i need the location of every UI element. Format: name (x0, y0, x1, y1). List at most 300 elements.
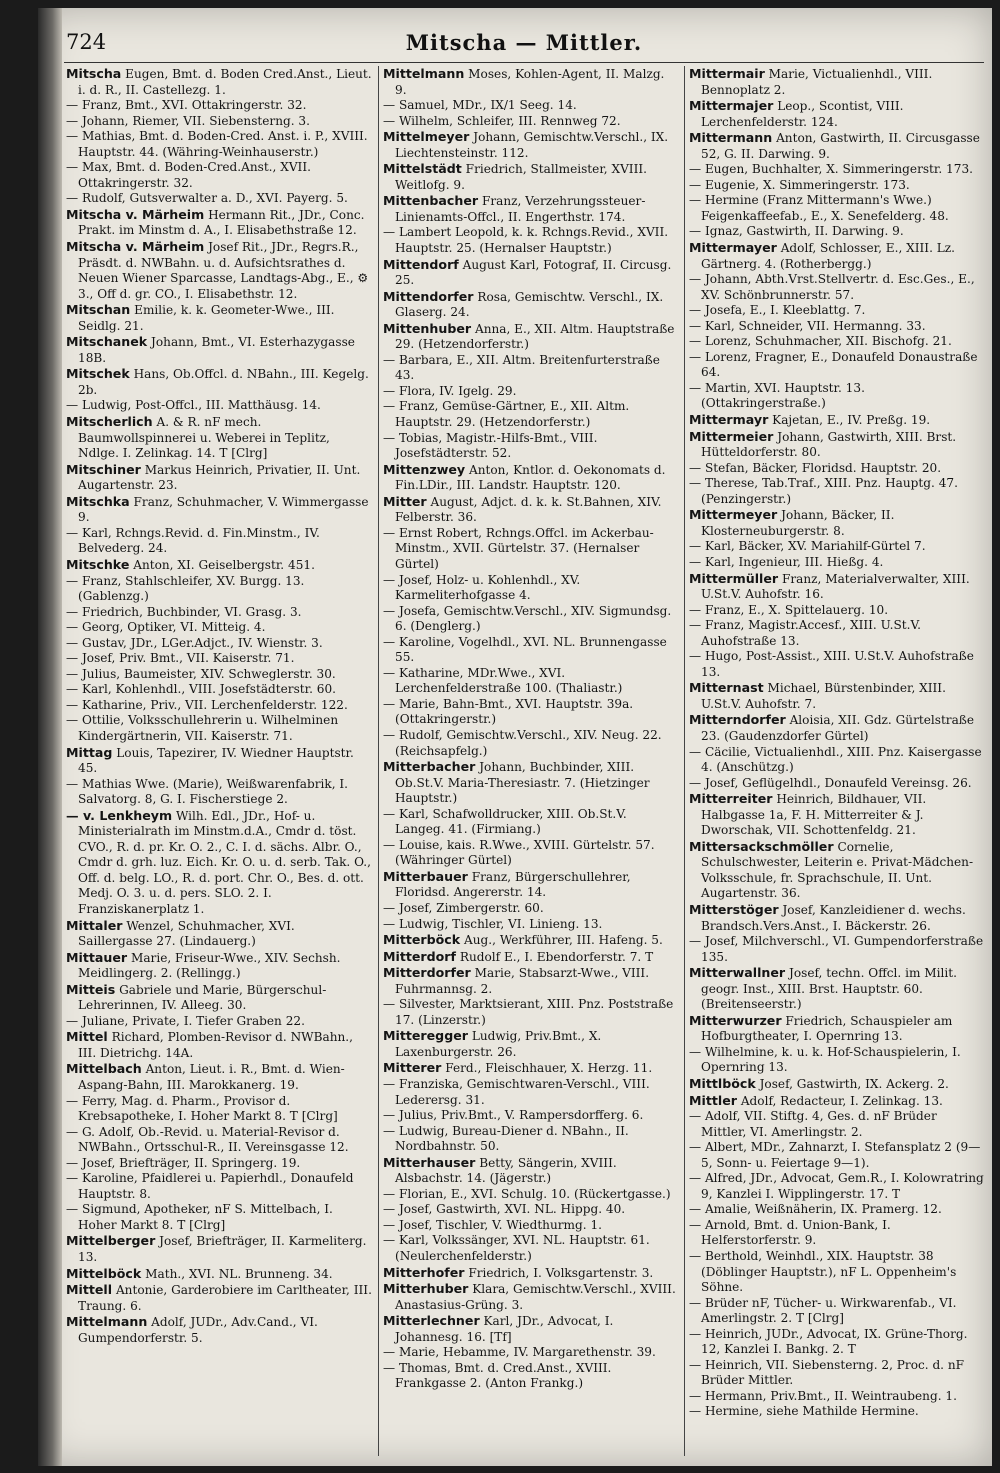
entry-details: — Marie, Bahn-Bmt., XVI. Hauptstr. 39a. (Ottakringerstr.) (383, 696, 634, 727)
entry-surname: Mittendorfer (383, 288, 474, 304)
entry-details: — Josef, Milchverschl., VI. Gumpendorferstraße 135. (689, 934, 984, 964)
directory-entry (689, 1389, 984, 1405)
entry-details: — Karl, Bäcker, XV. Mariahilf-Gürtel 7. (689, 539, 926, 554)
directory-entry (689, 839, 984, 902)
entry-surname: Mitterer (383, 1060, 442, 1076)
entry-surname: Mitscha v. Märheim (66, 239, 205, 255)
directory-entry (383, 399, 678, 430)
directory-entry (689, 1093, 984, 1110)
entry-details: — Albert, MDr., Zahnarzt, I. Stefansplatz 2 (9—5, Sonn- u. Feiertage 9—1). (689, 1140, 981, 1170)
entry-details: — Ludwig, Post-Offcl., III. Matthäusg. 14. (66, 398, 321, 413)
entry-details: — Therese, Tab.Traf., XIII. Pnz. Hauptg. 47. (Penzingerstr.) (689, 476, 958, 506)
directory-entry (689, 1404, 984, 1420)
entry-details: — Amalie, Weißnäherin, IX. Pramerg. 12. (689, 1202, 942, 1217)
entry-details: — Gustav, JDr., LGer.Adjct., IV. Wienstr. 3. (66, 635, 323, 650)
directory-entry (383, 1155, 678, 1187)
directory-columns (66, 66, 984, 1456)
directory-entry (689, 178, 984, 194)
entry-surname: Mittermajer (689, 98, 774, 114)
directory-entry (689, 98, 984, 130)
directory-entry (383, 604, 678, 635)
directory-page (38, 8, 992, 1466)
entry-details: Franz, Bürgerschullehrer, Floridsd. Angererstr. 14. (395, 869, 631, 900)
directory-entry (383, 1187, 678, 1203)
directory-entry (383, 193, 678, 225)
entry-surname: Mittelmann (383, 66, 465, 81)
entry-details: — Karoline, Pfaidlerei u. Papierhdl., Donaufeld Hauptstr. 8. (66, 1171, 354, 1201)
entry-details: Michael, Bürstenbinder, XIII. U.St.V. Auhofstr. 7. (701, 681, 946, 711)
directory-entry (66, 160, 372, 191)
entry-details: — Karl, Schafwolldrucker, XIII. Ob.St.V. Langeg. 41. (Firmiang.) (383, 806, 627, 837)
entry-details: Josef, techn. Offcl. im Milit. geogr. Inst., XIII. Brst. Hauptstr. 60. (Breitenseerstr.) (701, 966, 957, 1012)
entry-details: Adolf, JUDr., Adv.Cand., VI. Gumpendorferstr. 5. (78, 1315, 318, 1345)
entry-details: — Julius, Baumeister, XIV. Schweglerstr. 30. (66, 666, 336, 681)
directory-entry (383, 66, 678, 98)
entry-details: — Hermann, Priv.Bmt., II. Weintraubeng. 1. (689, 1388, 957, 1403)
directory-entry (66, 302, 372, 334)
entry-details: — Ottilie, Volksschullehrerin u. Wilhelminen Kindergärtnerin, VII. Kaiserstr. 71. (66, 713, 339, 743)
directory-entry (383, 932, 678, 949)
directory-entry (66, 1314, 372, 1346)
directory-entry (383, 666, 678, 697)
entry-details: — Karl, Schneider, VII. Hermanng. 33. (689, 318, 926, 333)
directory-entry (383, 526, 678, 573)
entry-details: Franz, Schuhmacher, V. Wimmergasse 9. (78, 494, 369, 525)
entry-details: Anton, Kntlor. d. Oekonomats d. Fin.LDir., III. Landstr. Hauptstr. 120. (395, 462, 666, 493)
directory-entry (689, 603, 984, 619)
entry-details: — Adolf, VII. Stiftg. 4, Ges. d. nF Brüder Mittler, VI. Amerlingstr. 2. (689, 1109, 937, 1139)
directory-entry (383, 321, 678, 353)
entry-surname: Mittag (66, 744, 113, 760)
entry-surname: Mitterwallner (689, 965, 786, 981)
entry-surname: Mittel (66, 1029, 108, 1045)
directory-entry (689, 461, 984, 477)
entry-details: Josef, Gastwirth, IX. Ackerg. 2. (759, 1077, 949, 1091)
directory-entry (383, 1345, 678, 1361)
directory-entry (689, 555, 984, 571)
page-header (64, 30, 984, 60)
directory-entry (66, 414, 372, 462)
entry-surname: Mitternast (689, 680, 764, 696)
directory-entry (689, 965, 984, 1013)
directory-entry (383, 129, 678, 161)
entry-details: Karl, JDr., Advocat, I. Johannesg. 16. [Tf] (395, 1314, 614, 1344)
entry-details: — Marie, Hebamme, IV. Margarethenstr. 39. (383, 1345, 656, 1360)
entry-details: Kajetan, E., IV. Preßg. 19. (772, 413, 931, 428)
directory-entry (689, 240, 984, 272)
entry-surname: Mittauer (66, 949, 128, 965)
entry-details: — Hermine (Franz Mittermann's Wwe.) Feigenkaffeefab., E., X. Senefelderg. 48. (689, 193, 949, 223)
column-1 (66, 66, 372, 1456)
directory-entry (383, 635, 678, 666)
entry-details: — Karl, Kohlenhdl., VIII. Josefstädterstr. 60. (66, 682, 337, 697)
directory-entry (689, 412, 984, 429)
directory-entry (689, 66, 984, 98)
entry-details: — Juliane, Private, I. Tiefer Graben 22. (66, 1013, 305, 1028)
directory-entry (689, 272, 984, 303)
directory-entry (689, 193, 984, 224)
directory-entry (383, 353, 678, 384)
entry-details: — Brüder nF, Tücher- u. Wirkwarenfab., VI. Amerlingstr. 2. T [Clrg] (689, 1295, 957, 1326)
directory-entry (66, 1171, 372, 1202)
column-2 (378, 66, 678, 1456)
entry-details: — Mathias Wwe. (Marie), Weißwarenfabrik, I. Salvatorg. 8, G. I. Fischerstiege 2. (66, 776, 349, 807)
entry-details: Betty, Sängerin, XVIII. Alsbachstr. 14. (Jägerstr.) (395, 1155, 617, 1186)
entry-details: — Karl, Rchngs.Revid. d. Fin.Minstm., IV. Belvederg. 24. (66, 525, 320, 556)
entry-details: — Sigmund, Apotheker, nF S. Mittelbach, I. Hoher Markt 8. T [Clrg] (66, 1202, 333, 1232)
entry-details: — Ludwig, Tischler, VI. Linieng. 13. (383, 916, 603, 931)
directory-entry (66, 1014, 372, 1030)
directory-entry (689, 1218, 984, 1249)
directory-entry (66, 777, 372, 808)
directory-entry (66, 462, 372, 494)
directory-entry (66, 1094, 372, 1125)
directory-entry (383, 807, 678, 838)
directory-entry (383, 1265, 678, 1282)
directory-entry (383, 997, 678, 1028)
directory-entry (689, 1013, 984, 1045)
entry-surname: Mitscha (66, 66, 122, 81)
entry-details: August Karl, Fotograf, II. Circusg. 25. (395, 257, 672, 288)
entry-details: Josef, Kanzleidiener d. wechs. Brandsch.Vers.Anst., I. Bäckerstr. 26. (701, 902, 966, 933)
entry-details: Friedrich, I. Volksgartenstr. 3. (468, 1265, 654, 1280)
directory-entry (689, 902, 984, 934)
directory-entry (689, 429, 984, 461)
directory-entry (66, 620, 372, 636)
entry-surname: Mittlböck (689, 1076, 756, 1091)
entry-surname: Mittelmann (66, 1314, 148, 1330)
directory-entry (689, 350, 984, 381)
directory-entry (689, 162, 984, 178)
directory-entry (66, 1029, 372, 1061)
entry-details: — Max, Bmt. d. Boden-Cred.Anst., XVII. Ottakringerstr. 32. (66, 160, 311, 190)
entry-surname: Mitterlechner (383, 1313, 480, 1329)
entry-details: Richard, Plomben-Revisor d. NWBahn., III. Dietrichg. 14A. (78, 1030, 353, 1060)
directory-entry (689, 303, 984, 319)
directory-entry (383, 1281, 678, 1313)
directory-entry (66, 1266, 372, 1283)
directory-entry (689, 334, 984, 350)
directory-entry (383, 1361, 678, 1392)
directory-entry (689, 224, 984, 240)
entry-surname: Mitterwurzer (689, 1012, 782, 1028)
directory-entry (383, 1218, 678, 1234)
directory-entry (66, 682, 372, 698)
entry-details: Heinrich, Bildhauer, VII. Halbgasse 1a, F. H. Mitterreiter & J. Dworschak, VII. Schottenfeldg. 21. (701, 792, 927, 838)
entry-details: — Johann, Abth.Vrst.Stellvertr. d. Esc.Ges., E., XV. Schönbrunnerstr. 57. (689, 272, 975, 302)
directory-entry (66, 950, 372, 982)
entry-surname: Mitschke (66, 556, 130, 572)
entry-details: — Julius, Priv.Bmt., V. Rampersdorfferg. 6. (383, 1108, 644, 1123)
entry-details: Friedrich, Stallmeister, XVIII. Weitlofg. 9. (395, 162, 647, 192)
directory-entry (66, 1202, 372, 1233)
entry-details: — Hermine, siehe Mathilde Hermine. (689, 1404, 919, 1419)
directory-entry (383, 494, 678, 526)
directory-entry (383, 161, 678, 193)
entry-details: — Thomas, Bmt. d. Cred.Anst., XVIII. Frankgasse 2. (Anton Frankg.) (383, 1360, 612, 1391)
entry-surname: Mittersackschmöller (689, 838, 834, 854)
directory-entry (66, 114, 372, 130)
entry-details: — Friedrich, Buchbinder, VI. Grasg. 3. (66, 604, 302, 619)
directory-entry (689, 1171, 984, 1202)
directory-entry (689, 539, 984, 555)
entry-details: Johann, Gastwirth, XIII. Brst. Hütteldorferstr. 80. (701, 429, 957, 460)
entry-details: Hans, Ob.Offcl. d. NBahn., III. Kegelg. 2b. (78, 367, 369, 397)
entry-details: — Rudolf, Gutsverwalter a. D., XVI. Payerg. 5. (66, 191, 348, 206)
entry-details: — Tobias, Magistr.-Hilfs-Bmt., VIII. Josefstädterstr. 52. (383, 430, 598, 461)
directory-entry (383, 289, 678, 321)
entry-details: — Josefa, E., I. Kleeblattg. 7. (689, 303, 866, 318)
directory-entry (66, 1061, 372, 1093)
entry-details: — Martin, XVI. Hauptstr. 13. (Ottakringerstraße.) (689, 380, 865, 411)
header-rule (64, 62, 984, 63)
entry-details: — Eugenie, X. Simmeringerstr. 173. (689, 177, 910, 192)
entry-details: — Johann, Riemer, VII. Siebensterng. 3. (66, 113, 310, 128)
entry-details: Anton, XI. Geiselbergstr. 451. (133, 557, 315, 572)
entry-surname: — v. Lenkheym (66, 807, 173, 823)
entry-details: — Wilhelmine, k. u. k. Hof-Schauspielerin, I. Opernring 13. (689, 1044, 961, 1075)
entry-details: — Silvester, Marktsierant, XIII. Pnz. Poststraße 17. (Linzerstr.) (383, 997, 674, 1027)
entry-surname: Mittell (66, 1282, 113, 1298)
directory-entry (66, 808, 372, 918)
directory-entry (66, 605, 372, 621)
directory-entry (689, 1358, 984, 1389)
directory-entry (689, 476, 984, 507)
directory-entry (383, 225, 678, 256)
directory-entry (689, 1327, 984, 1358)
entry-details: — Josef, Geflügelhdl., Donaufeld Vereinsg. 26. (689, 775, 972, 790)
entry-details: Friedrich, Schauspieler am Hofburgtheater, I. Opernring 13. (701, 1013, 953, 1044)
directory-entry (66, 239, 372, 302)
entry-details: — Barbara, E., XII. Altm. Breitenfurterstraße 43. (383, 352, 660, 383)
entry-details: A. & R. nF mech. Baumwollspinnerei u. Weberei in Teplitz, Ndlge. I. Zelinkag. 14. T [Clrg] (78, 415, 330, 461)
directory-entry (383, 257, 678, 289)
entry-details: — Louise, kais. R.Wwe., XVIII. Gürtelstr. 57. (Währinger Gürtel) (383, 837, 655, 868)
entry-details: Marie, Friseur-Wwe., XIV. Sechsh. Meidlingerg. 2. (Rellingg.) (78, 950, 341, 981)
entry-surname: Mittermayr (689, 412, 769, 428)
directory-entry (689, 1296, 984, 1327)
entry-details: — Josef, Tischler, V. Wiedthurmg. 1. (383, 1217, 602, 1232)
directory-entry (689, 130, 984, 162)
entry-surname: Mitterböck (383, 932, 461, 948)
directory-entry (689, 381, 984, 412)
entry-details: Ferd., Fleischhauer, X. Herzg. 11. (445, 1061, 653, 1076)
entry-details: Rosa, Gemischtw. Verschl., IX. Glaserg. 24. (395, 289, 664, 320)
entry-details: Wenzel, Schuhmacher, XVI. Saillergasse 27. (Lindauerg.) (78, 918, 295, 949)
entry-details: Josef, Briefträger, II. Karmeliterg. 13. (78, 1234, 367, 1265)
entry-surname: Mitschiner (66, 461, 141, 477)
entry-details: Josef Rit., JDr., Regrs.R., Präsdt. d. NWBahn. u. d. Aufsichtsrathes d. Neuen Wiener Sparcasse, Landtags-Abg., E., ⚙ 3., Off d. gr. CO., I. Elisabethstr. 12. (78, 240, 369, 301)
directory-entry (383, 728, 678, 759)
directory-entry (383, 114, 678, 130)
entry-surname: Mitterhuber (383, 1281, 469, 1297)
entry-details: Markus Heinrich, Privatier, II. Unt. Augartenstr. 23. (78, 462, 361, 493)
entry-details: — Eugen, Buchhalter, X. Simmeringerstr. 173. (689, 162, 973, 177)
directory-entry (689, 1140, 984, 1171)
directory-entry (66, 557, 372, 574)
entry-details: Moses, Kohlen-Agent, II. Malzg. 9. (395, 67, 665, 97)
entry-details: Hermann Rit., JDr., Conc. Prakt. im Minstm d. A., I. Elisabethstraße 12. (78, 207, 365, 238)
entry-details: — Josef, Holz- u. Kohlenhdl., XV. Karmeliterhofgasse 4. (383, 572, 581, 603)
entry-details: — Josef, Briefträger, II. Springerg. 19. (66, 1155, 301, 1170)
entry-surname: Mitteregger (383, 1028, 468, 1044)
directory-entry (383, 965, 678, 997)
entry-surname: Mitscha v. Märheim (66, 206, 205, 222)
directory-entry (66, 207, 372, 239)
directory-entry (383, 917, 678, 933)
entry-details: — Heinrich, JUDr., Advocat, IX. Grüne-Thorg. 12, Kanzlei I. Bankg. 2. T (689, 1326, 968, 1357)
entry-surname: Mitterreiter (689, 791, 773, 807)
entry-surname: Mittermair (689, 66, 765, 81)
entry-details: Eugen, Bmt. d. Boden Cred.Anst., Lieut. i. d. R., II. Castellezg. 1. (78, 67, 372, 97)
entry-details: Franz, Verzehrungssteuer-Linienamts-Offcl., II. Engerthstr. 174. (395, 194, 646, 224)
entry-details: Math., XVI. NL. Brunneng. 34. (145, 1266, 333, 1281)
entry-details: — Josef, Priv. Bmt., VII. Kaiserstr. 71. (66, 651, 295, 666)
directory-entry (66, 66, 372, 98)
entry-details: — Samuel, MDr., IX/1 Seeg. 14. (383, 98, 577, 113)
entry-details: — Lambert Leopold, k. k. Rchngs.Revid., XVII. Hauptstr. 25. (Hernalser Hauptstr.) (383, 225, 669, 256)
entry-surname: Mitschan (66, 302, 131, 318)
directory-entry (689, 1202, 984, 1218)
directory-entry (383, 1077, 678, 1108)
entry-surname: Mitschka (66, 493, 130, 509)
entry-surname: Mitterdorfer (383, 965, 471, 981)
entry-surname: Mitscherlich (66, 414, 153, 430)
directory-entry (689, 1045, 984, 1076)
directory-entry (66, 698, 372, 714)
directory-entry (66, 667, 372, 683)
entry-details: — Ferry, Mag. d. Pharm., Provisor d. Krebsapotheke, I. Hoher Markt 8. T [Clrg] (66, 1093, 338, 1124)
entry-surname: Mitterbauer (383, 868, 468, 884)
entry-details: — Karoline, Vogelhdl., XVI. NL. Brunnengasse 55. (383, 634, 667, 665)
entry-details: — G. Adolf, Ob.-Revid. u. Material-Revisor d. NWBahn., Ortsschul-R., II. Vereinsgasse 12. (66, 1124, 349, 1155)
directory-entry (689, 776, 984, 792)
directory-entry (383, 901, 678, 917)
entry-surname: Mitterstöger (689, 901, 779, 917)
directory-entry (383, 759, 678, 807)
directory-entry (66, 982, 372, 1014)
directory-entry (383, 697, 678, 728)
entry-details: — Ignaz, Gastwirth, II. Darwing. 9. (689, 224, 904, 239)
directory-entry (383, 462, 678, 494)
directory-entry (383, 1108, 678, 1124)
entry-details: Leop., Scontist, VIII. Lerchenfelderstr. 124. (701, 99, 904, 129)
entry-details: — Flora, IV. Igelg. 29. (383, 383, 517, 398)
entry-surname: Mittenbacher (383, 193, 479, 209)
entry-details: Gabriele und Marie, Bürgerschul-Lehrerinnen, IV. Alleeg. 30. (78, 982, 327, 1013)
entry-surname: Mittaler (66, 917, 123, 933)
directory-entry (689, 618, 984, 649)
directory-entry (66, 191, 372, 207)
directory-entry (383, 384, 678, 400)
entry-details: Marie, Victualienhdl., VIII. Bennoplatz 2. (701, 67, 933, 97)
directory-entry (689, 680, 984, 712)
directory-entry (66, 334, 372, 366)
directory-entry (689, 319, 984, 335)
entry-details: Johann, Buchbinder, XIII. Ob.St.V. Maria-Theresiastr. 7. (Hietzinger Hauptstr.) (395, 760, 650, 806)
entry-surname: Mittler (689, 1092, 737, 1108)
entry-details: Anna, E., XII. Altm. Hauptstraße 29. (Hetzendorferstr.) (395, 321, 675, 352)
entry-details: Marie, Stabsarzt-Wwe., VIII. Fuhrmannsg. 2. (395, 966, 650, 996)
directory-entry (689, 1076, 984, 1093)
entry-details: — Arnold, Bmt. d. Union-Bank, I. Helferstorferstr. 9. (689, 1217, 891, 1248)
directory-entry (66, 1156, 372, 1172)
directory-entry (383, 1202, 678, 1218)
entry-details: Johann, Bäcker, II. Klosterneuburgerstr. 8. (701, 508, 895, 538)
entry-surname: Mittenhuber (383, 320, 472, 336)
entry-details: — Rudolf, Gemischtw.Verschl., XIV. Neug. 22. (Reichsapfelg.) (383, 727, 662, 758)
entry-details: — Heinrich, VII. Siebensterng. 2, Proc. d. nF Brüder Mittler. (689, 1357, 965, 1388)
directory-entry (689, 649, 984, 680)
entry-details: — Franz, E., X. Spittelauerg. 10. (689, 602, 889, 617)
entry-details: Ludwig, Priv.Bmt., X. Laxenburgerstr. 26. (395, 1029, 602, 1059)
entry-details: — Josefa, Gemischtw.Verschl., XIV. Sigmundsg. 6. (Denglerg.) (383, 603, 672, 634)
directory-entry (689, 745, 984, 776)
entry-surname: Mitter (383, 493, 427, 509)
entry-surname: Mittelberger (66, 1233, 156, 1249)
entry-surname: Mitterbacher (383, 759, 476, 775)
entry-surname: Mittelbach (66, 1061, 142, 1077)
entry-details: — Josef, Zimbergerstr. 60. (383, 900, 544, 915)
entry-details: — Josef, Gastwirth, XVI. NL. Hippg. 40. (383, 1202, 626, 1217)
directory-entry (66, 918, 372, 950)
entry-details: Klara, Gemischtw.Verschl., XVIII. Anastasius-Grüng. 3. (395, 1282, 676, 1312)
directory-entry (383, 1060, 678, 1077)
directory-entry (689, 1249, 984, 1296)
entry-details: August, Adjct. d. k. k. St.Bahnen, XIV. Felberstr. 36. (395, 494, 662, 525)
entry-surname: Mitterhauser (383, 1154, 476, 1170)
entry-details: Wilh. Edl., JDr., Hof- u. Ministerialrath im Minstm.d.A., Cmdr d. töst. CVO., R. d. pr. Kr. O. 2., C. I. d. sächs. Albr. O., Cmdr d. grh. luz. Eich. Kr. O. u. d. serb. Tak. O., Off. d. belg. LO., R. d. port. Chr. O., Bes. d. ott. Medj. O. 3. u. d. pers. SLO. 2. I. Franziskanerplatz 1. (78, 808, 371, 916)
directory-entry (66, 636, 372, 652)
directory-entry (66, 713, 372, 744)
directory-entry (383, 573, 678, 604)
entry-details: — Berthold, Weinhdl., XIX. Hauptstr. 38 (Döblinger Hauptstr.), nF L. Oppenheim's Söhne. (689, 1249, 957, 1295)
entry-surname: Mitterndorfer (689, 712, 786, 728)
entry-surname: Mittelmeyer (383, 129, 470, 145)
entry-details: — Lorenz, Schuhmacher, XII. Bischofg. 21. (689, 334, 952, 349)
directory-entry (66, 98, 372, 114)
entry-surname: Mittelstädt (383, 161, 462, 177)
entry-details: — Karl, Ingenieur, III. Hießg. 4. (689, 554, 884, 569)
entry-details: — Franziska, Gemischtwaren-Verschl., VIII. Lederersg. 31. (383, 1077, 650, 1107)
directory-entry (66, 745, 372, 777)
entry-details: Johann, Gemischtw.Verschl., IX. Liechtensteinstr. 112. (395, 130, 669, 160)
directory-entry (66, 494, 372, 526)
entry-surname: Mittermeier (689, 428, 774, 444)
entry-surname: Mittermeyer (689, 507, 778, 523)
directory-entry (689, 934, 984, 965)
entry-details: — Wilhelm, Schleifer, III. Rennweg 72. (383, 113, 621, 128)
entry-details: Adolf, Redacteur, I. Zelinkag. 13. (740, 1093, 943, 1108)
book-gutter (38, 8, 62, 1466)
entry-details: — Ernst Robert, Rchngs.Offcl. im Ackerbau-Minstm., XVII. Gürtelstr. 37. (Hernalser Gürtel) (383, 525, 654, 571)
entry-details: Aug., Werkführer, III. Hafeng. 5. (464, 933, 663, 948)
entry-details: Emilie, k. k. Geometer-Wwe., III. Seidlg. 21. (78, 303, 335, 333)
entry-details: — Stefan, Bäcker, Floridsd. Hauptstr. 20. (689, 460, 942, 475)
directory-entry (383, 1028, 678, 1060)
entry-details: Anton, Gastwirth, II. Circusgasse 52, G. II. Darwing. 9. (701, 131, 980, 161)
entry-surname: Mittenzwey (383, 461, 466, 477)
directory-entry (383, 869, 678, 901)
directory-entry (66, 398, 372, 414)
directory-entry (383, 1233, 678, 1264)
directory-entry (689, 1109, 984, 1140)
entry-details: — Georg, Optiker, VI. Mitteig. 4. (66, 620, 266, 635)
entry-details: Cornelie, Schulschwester, Leiterin e. Privat-Mädchen-Volksschule, fr. Sprachschule, II. Unt. Augartenstr. 36. (701, 839, 974, 901)
entry-surname: Mitterhofer (383, 1264, 465, 1280)
directory-entry (383, 838, 678, 869)
column-3 (684, 66, 984, 1456)
